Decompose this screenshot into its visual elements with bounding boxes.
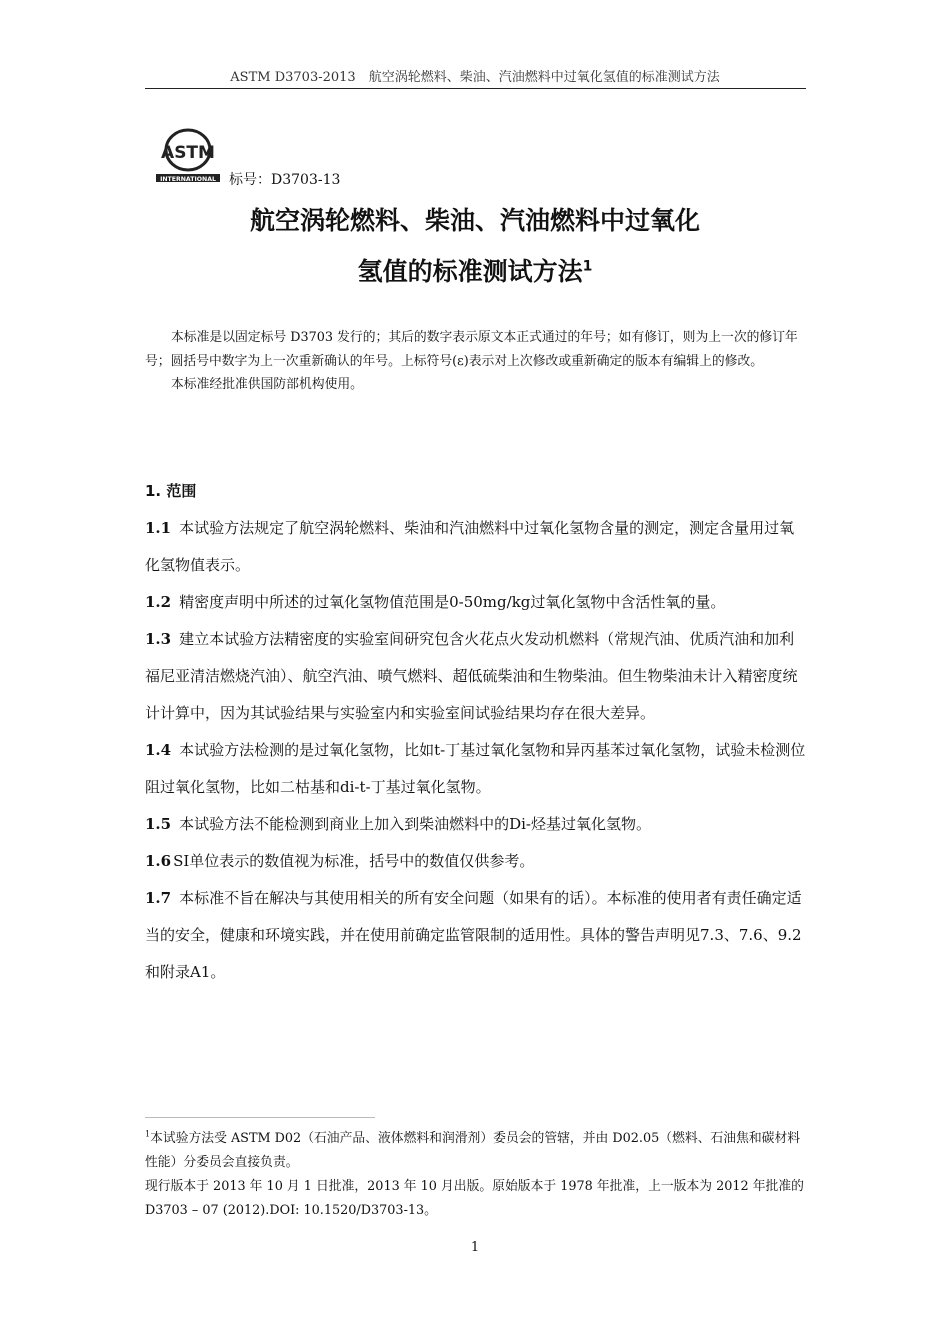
title-footnote-mark: 1 [582,258,593,275]
logo-international-text: INTERNATIONAL [160,176,216,183]
clause-1-2: 1.2 精密度声明中所述的过氧化氢物值范围是0-50mg/kg过氧化氢物中含活性氧的量。 [145,593,726,611]
section-scope [145,480,807,991]
clause-1-1: 1.1 本试验方法规定了航空涡轮燃料、柴油和汽油燃料中过氧化氢物含量的测定，测定含量用过氧化氢物值表示。 [145,519,795,574]
preamble [145,326,807,397]
running-header: ASTM D3703-2013 航空涡轮燃料、柴油、汽油燃料中过氧化氢值的标准测试方法 [230,70,720,85]
title-line-1: 航空涡轮燃料、柴油、汽油燃料中过氧化 [249,206,700,235]
logo-letters: ASTM [161,143,215,163]
clause-1-4: 1.4 本试验方法检测的是过氧化氢物，比如t-丁基过氧化氢物和异丙基苯过氧化氢物，试验未检测位阻过氧化氢物，比如二枯基和di-t-丁基过氧化氢物。 [145,741,806,796]
footnote-divider [145,1117,375,1118]
section-heading: 1. 范围 [145,482,197,500]
clause-1-7: 1.7 本标准不旨在解决与其使用相关的所有安全问题（如果有的话）。本标准的使用者有责任确定适当的安全，健康和环境实践，并在使用前确定监管限制的适用性。具体的警告声明见7.3、7.6、9.2和附录A1。 [145,889,802,981]
page-number: 1 [470,1240,480,1255]
preamble-paragraph: 本标准是以固定标号 D3703 发行的；其后的数字表示原文本正式通过的年号；如有修订，则为上一次的修订年号；圆括号中数字为上一次重新确认的年号。上标符号(ε)表示对上次修改或重新确定的版本有编辑上的修改。 [145,330,798,369]
footnotes [145,1127,807,1223]
header-divider [145,88,806,89]
designation: 标号：D3703-13 [229,172,341,188]
footnote-1: $^1$本试验方法受 ASTM D02（石油产品、液体燃料和润滑剂）委员会的管辖，并由 D02.05（燃料、石油焦和碳材料性能）分委员会直接负责。 [145,1129,801,1170]
clause-1-6: 1.6 SI单位表示的数值视为标准，括号中的数值仅供参考。 [145,852,535,870]
title-line-2: 氢值的标准测试方法$^1$ [357,257,593,286]
footnote-version: 现行版本于 2013 年 10 月 1 日批准，2013 年 10 月出版。原始版本于 1978 年批准，上一版本为 2012 年批准的 D3703 – 07 (2012).DOI: 10.1520/D3703-13。 [145,1179,804,1218]
clause-1-5: 1.5 本试验方法不能检测到商业上加入到柴油燃料中的Di-烃基过氧化氢物。 [145,815,652,833]
astm-logo [156,126,220,184]
preamble-paragraph: 本标准经批准供国防部机构使用。 [171,377,363,392]
clause-1-3: 1.3 建立本试验方法精密度的实验室间研究包含火花点火发动机燃料（常规汽油、优质汽油和加利福尼亚清洁燃烧汽油）、航空汽油、喷气燃料、超低硫柴油和生物柴油。但生物柴油未计入精密度统计计算中，因为其试验结果与实验室内和实验室间试验结果均存在很大差异。 [145,630,798,722]
